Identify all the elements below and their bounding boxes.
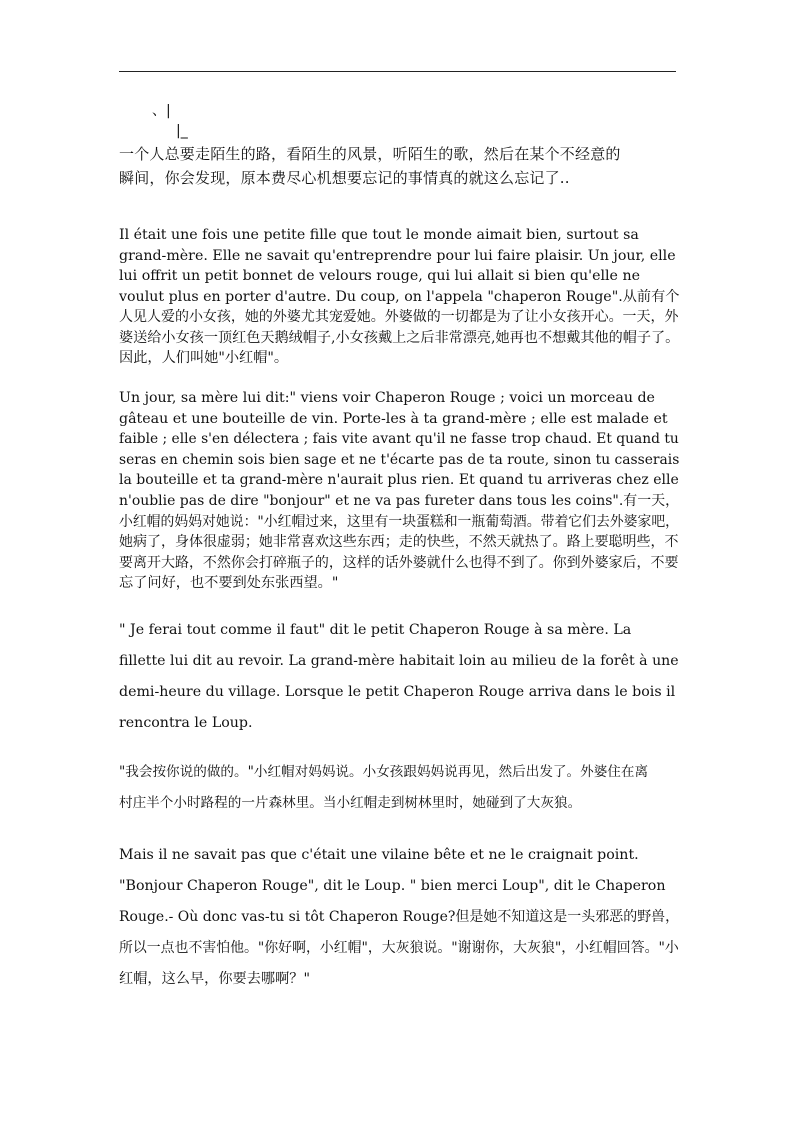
header-mark-2: |_ (176, 123, 188, 139)
text-line: 所以一点也不害怕他。"你好啊，小红帽"，大灰狼说。"谢谢你，大灰狼"，小红帽回答。"小 (119, 940, 679, 956)
paragraph-4 (119, 757, 679, 819)
text-line: gâteau et une bouteille de vin. Porte-les à ta grand-mère ; elle est malade et (119, 410, 668, 427)
text-line: "我会按你说的做的。"小红帽对妈妈说。小女孩跟妈妈说再见，然后出发了。外婆住在离 (119, 764, 649, 780)
text-line: Mais il ne savait pas que c'était une vilaine bête et ne le craignait point. (119, 847, 639, 863)
text-line: Un jour, sa mère lui dit:" viens voir Chaperon Rouge ; voici un morceau de (119, 390, 655, 406)
text-line: n'oublie pas de dire "bonjour" et ne va pas fureter dans tous les coins".有一天， (119, 492, 680, 509)
epigraph (119, 142, 679, 190)
text-line: demi-heure du village. Lorsque le petit Chaperon Rouge arriva dans le bois il (119, 684, 676, 700)
text-line: la bouteille et ta grand-mère n'aurait plus rien. Et quand tu arriveras chez elle (119, 472, 679, 489)
text-line: 忘了问好，也不要到处东张西望。" (119, 575, 339, 592)
epigraph-line: 一个人总要走陌生的路，看陌生的风景，听陌生的歌，然后在某个不经意的 (119, 145, 621, 163)
text-line: seras en chemin sois bien sage et ne t'écarte pas de ta route, sinon tu casserais (119, 451, 680, 468)
paragraph-2 (119, 388, 679, 594)
header-rule (119, 71, 676, 72)
text-line: Il était une fois une petite fille que tout le monde aimait bien, surtout sa (119, 227, 639, 243)
text-line: " Je ferai tout comme il faut" dit le petit Chaperon Rouge à sa mère. La (119, 622, 632, 638)
text-line: voulut plus en porter d'autre. Du coup, on l'appela "chaperon Rouge".从前有个 (119, 288, 680, 305)
text-line: rencontra le Loup. (119, 715, 253, 731)
header-mark-1: 、| (152, 103, 171, 119)
text-line: fillette lui dit au revoir. La grand-mère habitait loin au milieu de la forêt à une (119, 653, 679, 669)
text-line: 要离开大路，不然你会打碎瓶子的，这样的话外婆就什么也得不到了。你到外婆家后，不要 (119, 554, 679, 571)
text-line: Rouge.- Où donc vas-tu si tôt Chaperon Rouge?但是她不知道这是一头邪恶的野兽， (119, 909, 680, 925)
text-line: 婆送给小女孩一顶红色天鹅绒帽子,小女孩戴上之后非常漂亮,她再也不想戴其他的帽子了。 (119, 329, 680, 346)
paragraph-3 (119, 615, 679, 739)
text-line: "Bonjour Chaperon Rouge", dit le Loup. " bien merci Loup", dit le Chaperon (119, 878, 666, 894)
epigraph-line: 瞬间，你会发现，原本费尽心机想要忘记的事情真的就这么忘记了.. (119, 169, 570, 187)
paragraph-1 (119, 225, 679, 369)
text-line: 她病了，身体很虚弱；她非常喜欢这些东西；走的快些，不然天就热了。路上要聪明些，不 (119, 534, 679, 551)
text-line: 人见人爱的小女孩，她的外婆尤其宠爱她。外婆做的一切都是为了让小女孩开心。一天，外 (119, 309, 679, 325)
paragraph-5 (119, 840, 679, 995)
text-line: 小红帽的妈妈对她说："小红帽过来，这里有一块蛋糕和一瓶葡萄酒。带着它们去外婆家吧， (119, 513, 680, 530)
text-line: grand-mère. Elle ne savait qu'entreprendre pour lui faire plaisir. Un jour, elle (119, 247, 676, 264)
text-line: 村庄半个小时路程的一片森林里。当小红帽走到树林里时，她碰到了大灰狼。 (119, 795, 582, 811)
text-line: 因此，人们叫她"小红帽"。 (119, 350, 289, 366)
text-line: lui offrit un petit bonnet de velours rouge, qui lui allait si bien qu'elle ne (119, 268, 640, 284)
text-line: faible ; elle s'en délectera ; fais vite avant qu'il ne fasse trop chaud. Et quand tu (119, 431, 679, 448)
text-line: 红帽，这么早，你要去哪啊？" (119, 971, 310, 987)
